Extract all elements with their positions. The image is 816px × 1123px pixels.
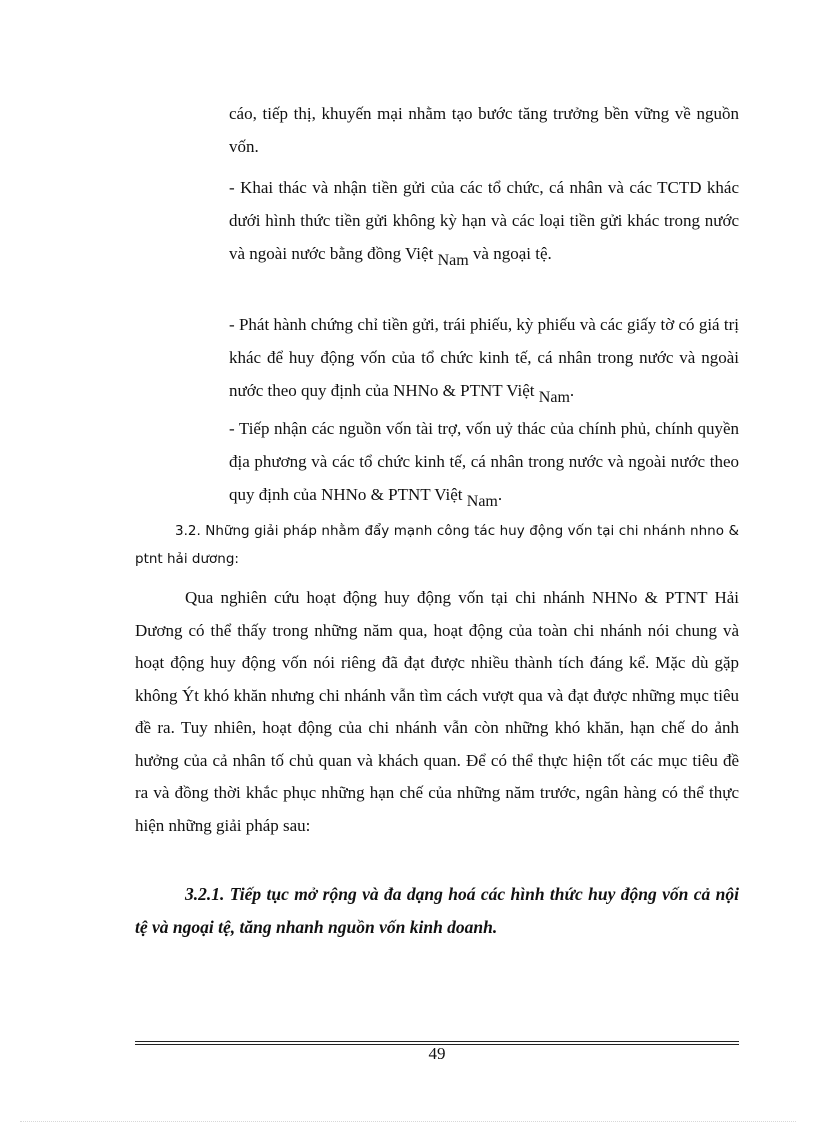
subscript-text: Nam (466, 493, 498, 510)
bullet-text: - Tiếp nhận các nguồn vốn tài trợ, vốn uỷ thác của chính phủ, chính quyền địa phương và các tổ chức kinh tế, cá nhân trong nước và ngoài nước theo quy định của NHNo & PTNT Việt (229, 419, 739, 504)
bullet-paragraph-1 (229, 97, 739, 163)
bullet-paragraph-4 (229, 412, 739, 512)
page-edge-divider (20, 1121, 796, 1122)
subsection-heading: 3.2.1. Tiếp tục mở rộng và đa dạng hoá các hình thức huy động vốn cả nội tệ và ngoại tệ, tăng nhanh nguồn vốn kinh doanh. (135, 884, 739, 937)
bullet-text-tail: . (569, 381, 575, 400)
bullet-paragraph-3 (229, 308, 739, 408)
subscript-text: Nam (538, 389, 570, 406)
bullet-text: cáo, tiếp thị, khuyến mại nhằm tạo bước tăng trưởng bền vững về nguồn vốn. (229, 104, 739, 156)
bullet-paragraph-2 (229, 171, 739, 271)
body-paragraph: Qua nghiên cứu hoạt động huy động vốn tại chi nhánh NHNo & PTNT Hải Dương có thể thấy trong những năm qua, hoạt động của toàn chi nhánh nói chung và hoạt động huy động vốn nói riêng đã đạt được nhiều thành tích đáng kể. Mặc dù gặp không Ýt khó khăn nhưng chi nhánh vẫn tìm cách vượt qua và đạt được những mục tiêu đề ra. Tuy nhiên, hoạt động của chi nhánh vẫn còn những khó khăn, hạn chế do ảnh hưởng của cả nhân tố chủ quan và khách quan. Để có thể thực hiện tốt các mục tiêu đề ra và đồng thời khắc phục những hạn chế của những năm trước, ngân hàng có thể thực hiện những giải pháp sau: (135, 588, 739, 835)
bullet-text-tail: và ngoại tệ. (468, 244, 552, 263)
section-heading: 3.2. Những giải pháp nhằm đẩy mạnh công tác huy động vốn tại chi nhánh nhno & ptnt hải dương: (135, 523, 739, 567)
subscript-text: Nam (437, 252, 469, 269)
bullet-text-tail: . (497, 485, 503, 504)
bullet-text: - Khai thác và nhận tiền gửi của các tổ chức, cá nhân và các TCTD khác dưới hình thức tiền gửi không kỳ hạn và các loại tiền gửi khác trong nước và ngoài nước bằng đồng Việt (229, 178, 739, 263)
bullet-text: - Phát hành chứng chỉ tiền gửi, trái phiếu, kỳ phiếu và các giấy tờ có giá trị khác để huy động vốn của tổ chức kinh tế, cá nhân trong nước và ngoài nước theo quy định của NHNo & PTNT Việt (229, 315, 739, 400)
page-number: 49 (428, 1044, 446, 1063)
